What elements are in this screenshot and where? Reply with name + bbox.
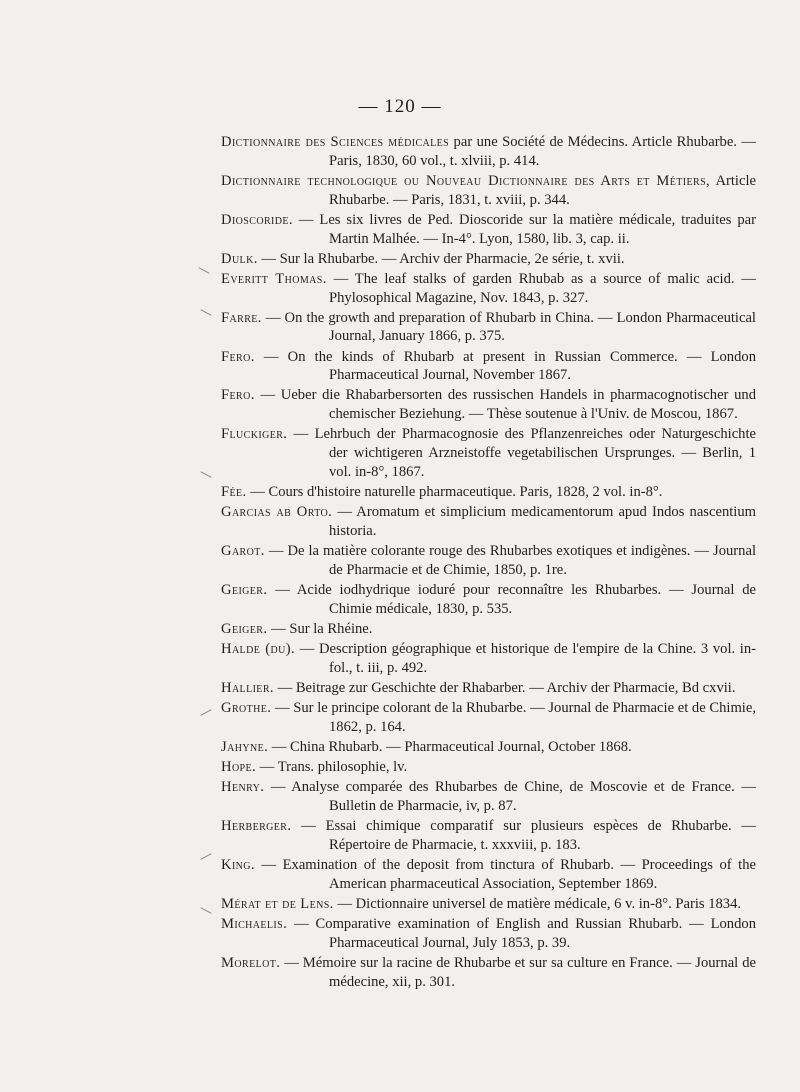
bibliography-list xyxy=(221,133,756,993)
entry-author: Halde (du). xyxy=(221,640,296,657)
entry-author: Henry. xyxy=(221,779,265,796)
entry-text: — The leaf stalks of garden Rhubab as a source of malic acid. — Phylosophical Magazine, Nov. 1843, p. 327. xyxy=(326,270,757,306)
bibliography-entry xyxy=(221,211,756,249)
bibliography-entry xyxy=(221,133,756,171)
bibliography-entry xyxy=(221,679,756,698)
margin-mark xyxy=(198,267,209,274)
entry-text: — Beitrage zur Geschichte der Rhabarber. — Archiv der Pharmacie, Bd cxvii. xyxy=(273,679,736,696)
entry-text: — Mémoire sur la racine de Rhubarbe et sur sa culture en France. — Journal de médecine, xii, p. 301. xyxy=(280,954,756,990)
entry-author: Fée. xyxy=(221,484,247,501)
entry-author: Michaelis. xyxy=(221,915,288,932)
entry-text: par une Société de Médecins. Article Rhubarbe. — Paris, 1830, 60 vol., t. xlviii, p. 414. xyxy=(329,134,756,169)
entry-author: Geiger. xyxy=(221,581,268,598)
entry-author: Hallier. xyxy=(221,679,274,696)
entry-author: Geiger. xyxy=(221,620,268,637)
entry-author: Morelot. xyxy=(221,954,281,971)
entry-author: Jahyne. xyxy=(221,738,269,755)
entry-author: Herberger. xyxy=(221,818,292,835)
entry-text: — Lehrbuch der Pharmacognosie des Pflanzenreiches oder Naturgeschichte der wichtigeren Arzneistoffe vegetabilischen Ursprunges. — Berlin, 1 vol. in-8°, 1867. xyxy=(287,426,756,480)
bibliography-entry xyxy=(221,817,756,855)
entry-text: — Comparative examination of English and Russian Rhubarb. — London Pharmaceutical Journal, July 1853, p. 39. xyxy=(287,915,756,951)
entry-text: — Aromatum et simplicium medicamentorum apud Indos nascentium historia. xyxy=(329,504,756,539)
entry-text: — Les six livres de Ped. Dioscoride sur la matière médicale, traduites par Martin Malhée. — In-4°. Lyon, 1580, lib. 3, cap. ii. xyxy=(292,211,756,247)
entry-author: Farre. xyxy=(221,309,262,326)
bibliography-entry xyxy=(221,542,756,580)
bibliography-entry xyxy=(221,581,756,619)
bibliography-entry xyxy=(221,270,756,308)
bibliography-entry xyxy=(221,386,756,424)
entry-text: Article Rhubarbe. — Paris, 1831, t. xviii, p. 344. xyxy=(329,172,756,208)
bibliography-entry xyxy=(221,856,756,894)
entry-text: — China Rhubarb. — Pharmaceutical Journal, October 1868. xyxy=(268,738,632,755)
entry-text: — Ueber die Rhabarbersorten des russischen Handels in pharmacognotischer und chemischer Beziehung. — Thèse soutenue à l'Univ. de Moscou, 1867. xyxy=(254,387,756,423)
entry-author: Fero. xyxy=(221,348,255,365)
entry-author: Dulk. xyxy=(221,250,258,267)
entry-text: — Sur la Rhéine. xyxy=(267,620,373,637)
entry-text: — Description géographique et historique de l'empire de la Chine. 3 vol. in-fol., t. iii, p. 492. xyxy=(295,640,757,676)
entry-text: — Cours d'histoire naturelle pharmaceutique. Paris, 1828, 2 vol. in-8°. xyxy=(246,484,663,501)
bibliography-entry xyxy=(221,699,756,737)
bibliography-entry xyxy=(221,250,756,269)
entry-author: Dioscoride. xyxy=(221,211,293,228)
margin-mark xyxy=(200,709,211,716)
entry-text: — De la matière colorante rouge des Rhubarbes exotiques et indigènes. — Journal de Pharmacie et de Chimie, 1850, p. 1re. xyxy=(264,543,756,578)
entry-text: — Trans. philosophie, lv. xyxy=(256,759,408,776)
entry-text: — Analyse comparée des Rhubarbes de Chine, de Moscovie et de France. — Bulletin de Pharmacie, iv, p. 87. xyxy=(264,779,756,814)
entry-text: — Essai chimique comparatif sur plusieurs espèces de Rhubarbe. — Répertoire de Pharmacie, t. xxxviii, p. 183. xyxy=(291,818,756,853)
bibliography-entry xyxy=(221,483,756,502)
bibliography-entry xyxy=(221,895,756,914)
bibliography-entry xyxy=(221,758,756,777)
entry-text: — On the growth and preparation of Rhubarb in China. — London Pharmaceutical Journal, January 1866, p. 375. xyxy=(261,309,756,345)
entry-author: Dictionnaire des Sciences médicales xyxy=(221,134,450,150)
page-number: — 120 — xyxy=(358,96,442,117)
margin-mark xyxy=(200,309,211,316)
bibliography-entry xyxy=(221,915,756,953)
entry-text: — On the kinds of Rhubarb at present in Russian Commerce. — London Pharmaceutical Journal, November 1867. xyxy=(254,348,756,384)
margin-mark xyxy=(200,907,211,914)
entry-author: King. xyxy=(221,856,255,873)
entry-text: — Examination of the deposit from tinctura of Rhubarb. — Proceedings of the American pharmaceutical Association, September 1869. xyxy=(254,856,756,892)
bibliography-entry xyxy=(221,425,756,481)
entry-author: Garot. xyxy=(221,543,265,560)
bibliography-entry xyxy=(221,309,756,347)
bibliography-entry xyxy=(221,503,756,541)
margin-mark xyxy=(200,471,211,478)
entry-author: Grothe. xyxy=(221,700,272,716)
entry-author: Mérat et de Lens. xyxy=(221,895,334,912)
bibliography-entry xyxy=(221,778,756,816)
bibliography-entry xyxy=(221,172,756,210)
bibliography-entry xyxy=(221,738,756,757)
entry-author: Hope. xyxy=(221,759,257,776)
entry-text: — Dictionnaire universel de matière médicale, 6 v. in-8°. Paris 1834. xyxy=(333,895,742,912)
bibliography-entry xyxy=(221,620,756,639)
margin-mark xyxy=(200,853,211,860)
entry-author: Everitt Thomas. xyxy=(221,270,327,287)
entry-text: — Sur la Rhubarbe. — Archiv der Pharmacie, 2e série, t. xvii. xyxy=(257,250,625,267)
bibliography-entry xyxy=(221,348,756,386)
entry-author: Garcias ab Orto. xyxy=(221,504,333,521)
entry-text: — Acide iodhydrique ioduré pour reconnaître les Rhubarbes. — Journal de Chimie médicale, 1830, p. 535. xyxy=(267,581,756,617)
entry-text: — Sur le principe colorant de la Rhubarbe. — Journal de Pharmacie et de Chimie, 1862, p. 164. xyxy=(271,700,756,735)
entry-author: Dictionnaire technologique ou Nouveau Dictionnaire des Arts et Métiers, xyxy=(221,172,711,189)
entry-author: Fero. xyxy=(221,387,255,404)
entry-author: Fluckiger. xyxy=(221,426,288,443)
bibliography-entry xyxy=(221,640,756,678)
bibliography-entry xyxy=(221,954,756,992)
